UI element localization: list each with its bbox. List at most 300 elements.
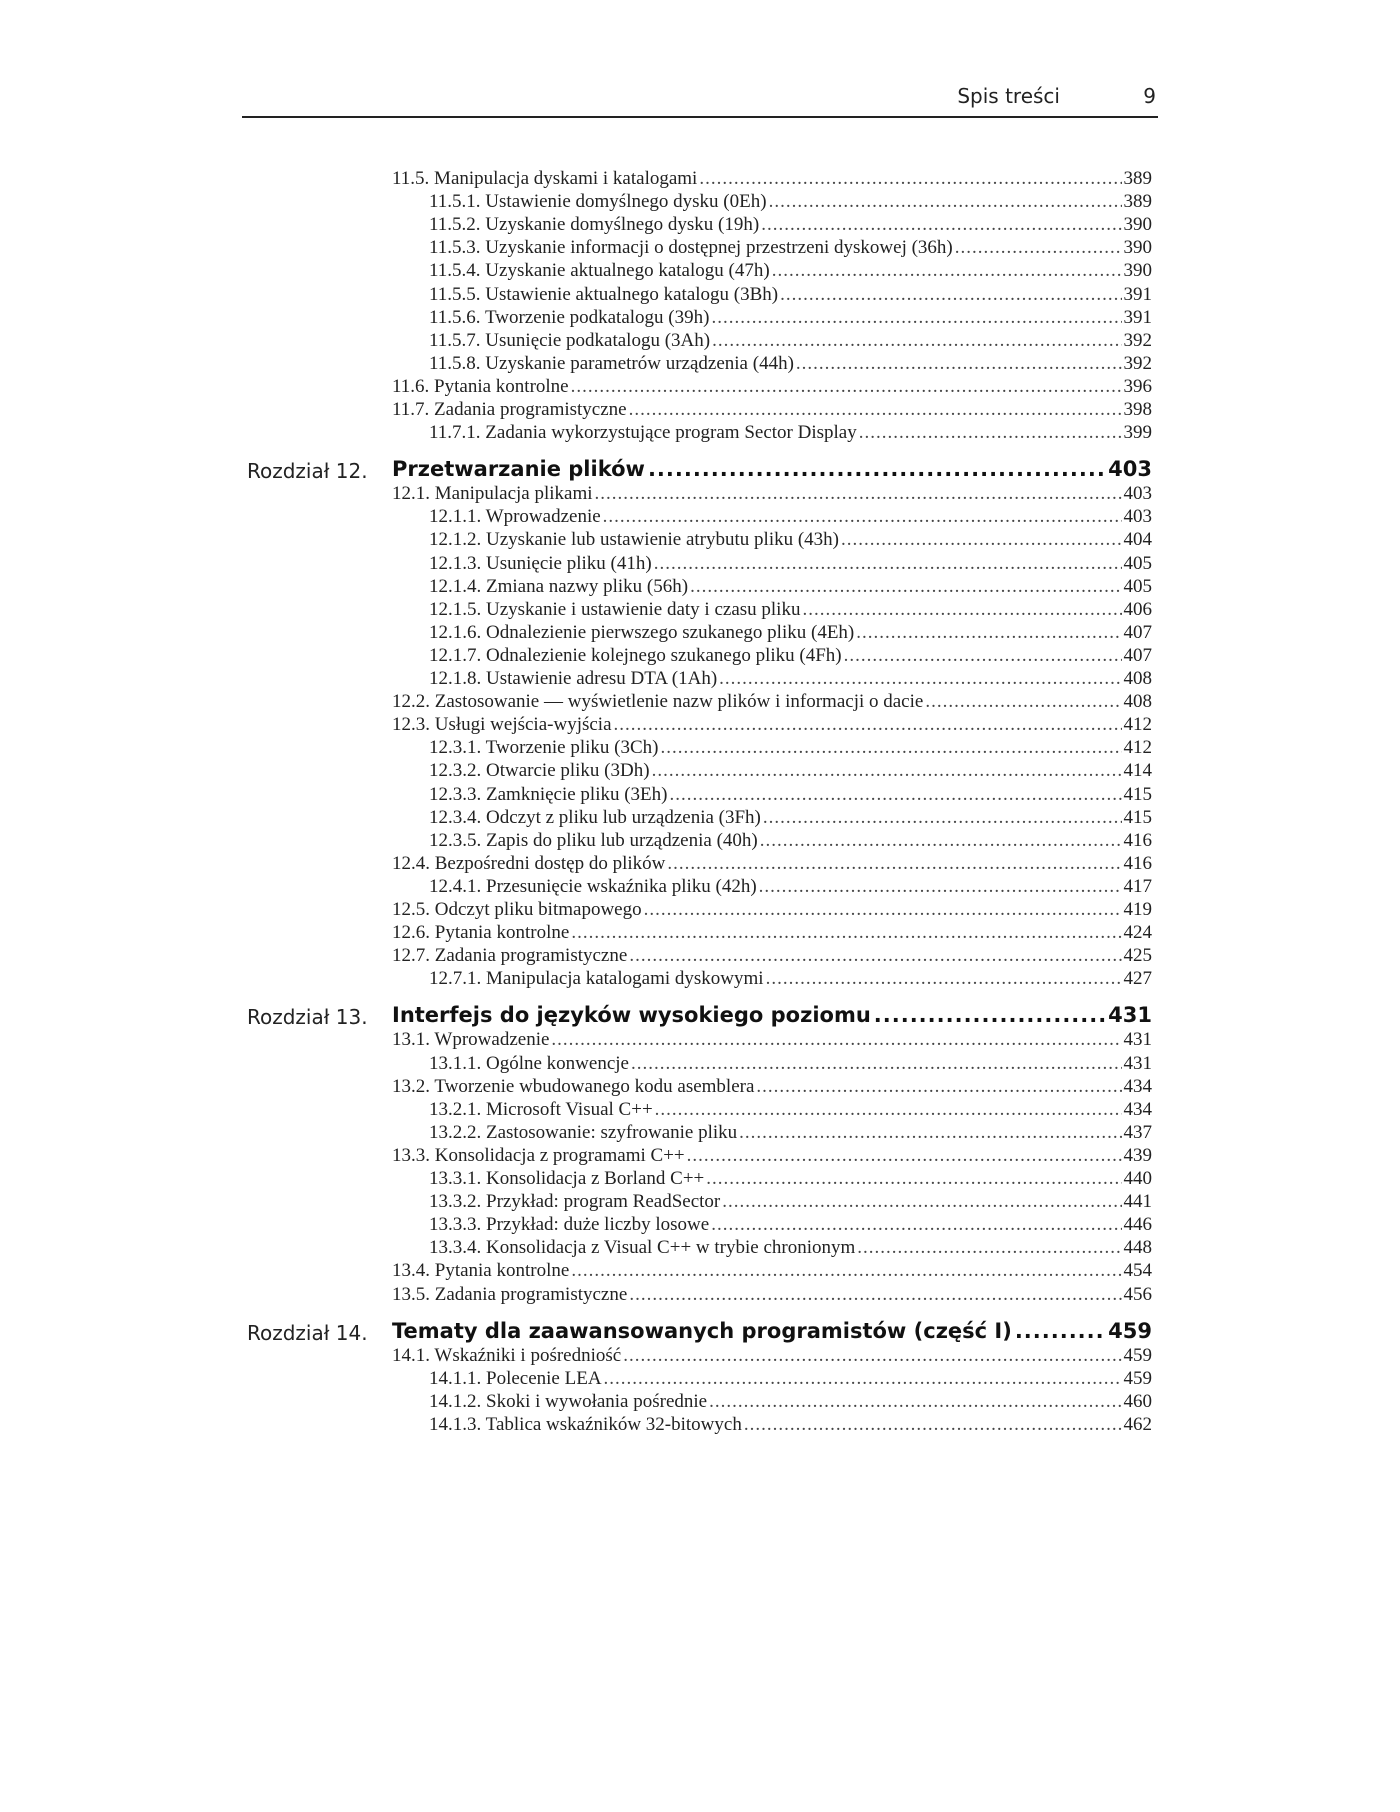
toc-entry-page: 412	[1123, 737, 1152, 759]
toc-entry-text: Konsolidacja z programami C++	[434, 1144, 685, 1166]
dot-leader	[687, 1145, 1122, 1167]
toc-entry-title	[429, 307, 709, 329]
toc-entry-page: 424	[1123, 922, 1152, 944]
toc-entry	[429, 330, 1152, 353]
toc-entry-title	[429, 553, 652, 575]
toc-entry-title	[392, 1284, 627, 1306]
toc-entry-page: 391	[1123, 283, 1152, 305]
toc-entry-page: 403	[1123, 506, 1152, 528]
toc-entry-text: Tablica wskaźników 32-bitowych	[485, 1413, 742, 1435]
toc-entry-page: 391	[1123, 306, 1152, 328]
toc-entry-number: 12.5.	[392, 899, 430, 920]
toc-entry	[429, 307, 1152, 330]
toc-entry-page: 398	[1123, 399, 1152, 420]
toc-entry	[429, 1168, 1152, 1191]
toc-entry-text: Polecenie LEA	[486, 1367, 602, 1389]
toc-entry-text: Usługi wejścia-wyjścia	[434, 714, 612, 736]
dot-leader	[614, 714, 1122, 736]
toc-entry-number: 12.3.2.	[429, 760, 482, 782]
toc-entry-page: 405	[1123, 552, 1152, 574]
toc-entry-title	[429, 1168, 704, 1190]
dot-leader	[744, 1414, 1122, 1436]
dot-leader	[571, 376, 1122, 398]
dot-leader	[629, 399, 1122, 421]
toc-entry-number: 14.1.1.	[429, 1367, 482, 1389]
toc-entry-title	[429, 968, 764, 990]
toc-entry-text: Pytania kontrolne	[434, 375, 569, 397]
toc-entry-page: 403	[1123, 483, 1152, 505]
dot-leader	[772, 260, 1122, 282]
dot-leader	[780, 284, 1121, 306]
dot-leader	[756, 1076, 1121, 1098]
toc-entry	[429, 968, 1152, 991]
toc-entry-number: 12.3.	[392, 714, 430, 736]
toc-entry-number: 13.3.2.	[429, 1191, 482, 1213]
toc-entry-page: 419	[1123, 899, 1152, 920]
toc-entry-page: 456	[1123, 1283, 1152, 1305]
toc-entry-title	[392, 1076, 754, 1098]
toc-entry-number: 12.1.7.	[429, 644, 482, 666]
chapter-label: Rozdział 14.	[247, 1320, 368, 1345]
toc-entry-number: 11.5.1.	[429, 191, 481, 213]
chapter-page: 459	[1108, 1318, 1152, 1343]
toc-entry-number: 12.3.4.	[429, 806, 482, 828]
toc-entry-page: 462	[1123, 1413, 1152, 1435]
toc-entry-number: 11.5.7.	[429, 329, 481, 351]
dot-leader	[856, 622, 1121, 644]
toc-entry	[429, 599, 1152, 622]
toc-entry-text: Uzyskanie informacji o dostępnej przestrzeni dyskowej (36h)	[485, 237, 953, 259]
toc-entry-number: 13.3.4.	[429, 1237, 482, 1259]
toc-entry-title	[429, 645, 842, 667]
toc-entry-page: 459	[1123, 1344, 1152, 1366]
toc-entry-page: 396	[1123, 375, 1152, 397]
toc-entry	[392, 945, 1152, 968]
dot-leader	[595, 483, 1122, 505]
dot-leader	[571, 922, 1121, 944]
toc-entry-number: 12.1.6.	[429, 621, 482, 643]
toc-entry-number: 12.3.1.	[429, 737, 482, 759]
toc-entry-text: Wskaźniki i pośredniość	[434, 1344, 622, 1366]
toc-entry-page: 434	[1123, 1075, 1152, 1097]
toc-entry-page: 390	[1123, 237, 1152, 259]
toc-entry-page: 408	[1123, 668, 1152, 689]
toc-entry-text: Uzyskanie domyślnego dysku (19h)	[485, 214, 760, 236]
toc-entry	[392, 1260, 1152, 1283]
toc-entry-title	[392, 168, 697, 190]
toc-entry-page: 454	[1123, 1260, 1152, 1282]
toc-entry	[429, 668, 1152, 691]
toc-entry-text: Pytania kontrolne	[434, 1260, 570, 1282]
dot-leader	[925, 691, 1121, 713]
toc-entry-text: Usunięcie podkatalogu (3Ah)	[485, 329, 711, 351]
toc-entry-text: Uzyskanie lub ustawienie atrybutu pliku (43h)	[486, 529, 840, 551]
dot-leader	[571, 1260, 1121, 1282]
toc-entry-page: 448	[1123, 1237, 1152, 1259]
toc-entry-title	[429, 1391, 707, 1413]
toc-entry	[392, 899, 1152, 922]
toc-entry	[429, 645, 1152, 668]
toc-entry-number: 14.1.	[392, 1344, 430, 1366]
toc-entry-title	[392, 1029, 549, 1051]
toc-entry-page: 405	[1123, 575, 1152, 597]
dot-leader	[604, 1368, 1122, 1390]
toc-entry	[429, 1214, 1152, 1237]
toc-entry-title	[429, 807, 761, 829]
toc-entry-title	[429, 284, 778, 306]
toc-entry-text: Tworzenie pliku (3Ch)	[485, 737, 659, 759]
toc-entry-number: 14.1.2.	[429, 1390, 482, 1412]
toc-entry-number: 11.5.3.	[429, 237, 481, 259]
chapter-label: Rozdział 13.	[247, 1005, 368, 1030]
toc-entry-number: 11.5.4.	[429, 260, 481, 282]
toc-entry-title	[392, 945, 627, 967]
toc-entry	[429, 284, 1152, 307]
toc-entry-page: 434	[1123, 1098, 1152, 1120]
toc-entry-number: 13.3.1.	[429, 1168, 482, 1189]
toc-entry-title	[429, 876, 757, 898]
toc-entry-text: Odczyt z pliku lub urządzenia (3Fh)	[486, 806, 761, 828]
toc-entry-text: Przesunięcie wskaźnika pliku (42h)	[486, 875, 757, 897]
toc-entry-text: Zadania programistyczne	[434, 945, 628, 967]
toc-entry-number: 12.1.	[392, 483, 430, 505]
dot-leader	[699, 168, 1121, 190]
toc-entry	[392, 376, 1152, 399]
toc-entry-number: 11.5.5.	[429, 283, 481, 305]
toc-entry-number: 12.6.	[392, 922, 430, 944]
toc-entry	[392, 399, 1152, 422]
chapter-label: Rozdział 12.	[247, 459, 368, 484]
toc-entry-number: 13.1.1.	[429, 1052, 482, 1074]
dot-leader	[763, 807, 1122, 829]
toc-entry-text: Zadania programistyczne	[434, 399, 627, 420]
dot-leader	[712, 330, 1121, 352]
toc-entry	[429, 784, 1152, 807]
toc-entry-page: 390	[1123, 260, 1152, 282]
toc-entry-title	[429, 760, 650, 782]
toc-entry	[392, 1145, 1152, 1168]
toc-entry-text: Pytania kontrolne	[434, 922, 570, 944]
dot-leader	[711, 307, 1121, 329]
toc-entry-number: 13.3.3.	[429, 1214, 482, 1236]
toc-entry-title	[429, 599, 800, 621]
dot-leader	[1015, 1319, 1105, 1343]
toc-entry-text: Odnalezienie kolejnego szukanego pliku (4Fh)	[486, 644, 842, 666]
toc-entry-title	[429, 1214, 709, 1236]
toc-entry-page: 437	[1123, 1121, 1152, 1143]
toc-entry	[429, 1414, 1152, 1437]
toc-entry-page: 392	[1123, 352, 1152, 374]
toc-entry-title	[429, 1053, 629, 1075]
toc-entry-page: 414	[1123, 760, 1152, 782]
toc-entry-text: Odczyt pliku bitmapowego	[434, 899, 642, 920]
dot-leader	[711, 1214, 1121, 1236]
toc-entry-title	[429, 330, 710, 352]
toc-entry-text: Przykład: duże liczby losowe	[486, 1214, 710, 1236]
toc-entry-page: 427	[1123, 968, 1152, 990]
toc-entry-page: 446	[1123, 1214, 1152, 1236]
toc-entry-number: 12.7.1.	[429, 968, 482, 990]
toc-entry-page: 406	[1123, 598, 1152, 620]
dot-leader	[859, 422, 1122, 444]
dot-leader	[648, 457, 1105, 481]
toc-entry-text: Tworzenie wbudowanego kodu asemblera	[434, 1075, 755, 1097]
dot-leader	[709, 1391, 1121, 1413]
toc-entry	[429, 737, 1152, 760]
toc-entry-title	[392, 922, 569, 944]
toc-entry-text: Manipulacja katalogami dyskowymi	[486, 968, 764, 990]
toc-entry-number: 13.5.	[392, 1283, 430, 1305]
toc-entry-title	[392, 1260, 569, 1282]
toc-entry-title	[429, 1368, 602, 1390]
dot-leader	[670, 784, 1122, 806]
toc-entry	[392, 1345, 1152, 1368]
toc-entry-number: 11.6.	[392, 375, 430, 397]
toc-entry-number: 12.2.	[392, 691, 430, 713]
dot-leader	[655, 1099, 1122, 1121]
toc-entry-text: Tworzenie podkatalogu (39h)	[484, 306, 710, 328]
toc-entry-text: Ogólne konwencje	[486, 1052, 629, 1074]
dot-leader	[874, 1003, 1105, 1027]
toc-entry-text: Manipulacja plikami	[434, 483, 593, 505]
toc-entry-number: 14.1.3.	[429, 1413, 482, 1435]
dot-leader	[796, 353, 1122, 375]
dot-leader	[761, 214, 1121, 236]
toc-entry-text: Zadania programistyczne	[434, 1283, 628, 1305]
toc-entry-number: 12.1.5.	[429, 598, 482, 620]
dot-leader	[629, 1284, 1121, 1306]
toc-entry-text: Skoki i wywołania pośrednie	[486, 1390, 708, 1412]
toc-entry-text: Odnalezienie pierwszego szukanego pliku (4Eh)	[486, 621, 855, 643]
toc-entry	[392, 168, 1152, 191]
toc-entry-page: 415	[1123, 783, 1152, 805]
toc-entry-number: 11.5.6.	[429, 306, 481, 328]
toc-entry-title	[429, 830, 758, 852]
toc-entry-page: 431	[1123, 1029, 1152, 1051]
toc-entry	[429, 622, 1152, 645]
toc-entry-title	[392, 1345, 621, 1367]
toc-entry-title	[429, 191, 767, 213]
dot-leader	[766, 968, 1122, 990]
toc-entry-text: Microsoft Visual C++	[486, 1098, 653, 1120]
toc-entry-number: 12.1.3.	[429, 552, 482, 574]
toc-entry-page: 404	[1123, 529, 1152, 551]
toc-entry-text: Zamknięcie pliku (3Eh)	[486, 783, 668, 805]
chapter-page: 403	[1108, 457, 1152, 482]
toc-entry-number: 12.1.8.	[429, 668, 482, 689]
header-title: Spis treści	[957, 84, 1060, 108]
toc-entry-title	[392, 691, 923, 713]
dot-leader	[644, 899, 1122, 921]
toc-entry-title	[392, 853, 665, 875]
toc-entry-title	[429, 1237, 855, 1259]
toc-entry-page: 431	[1123, 1052, 1152, 1074]
toc-entry	[392, 853, 1152, 876]
toc-entry-title	[392, 483, 593, 505]
toc-entry-title	[429, 668, 717, 690]
toc-entry-text: Otwarcie pliku (3Dh)	[486, 760, 650, 782]
toc-entry-title	[429, 422, 857, 444]
toc-entry	[429, 830, 1152, 853]
toc-entry	[429, 529, 1152, 552]
toc-entry-text: Manipulacja dyskami i katalogami	[434, 168, 698, 189]
toc-entry-number: 12.7.	[392, 945, 430, 967]
toc-entry	[429, 1191, 1152, 1214]
toc-entry-page: 390	[1123, 214, 1152, 236]
toc-entry-text: Ustawienie aktualnego katalogu (3Bh)	[485, 283, 779, 305]
toc-entry-title	[392, 399, 627, 421]
toc-entry-title	[392, 376, 569, 398]
toc-entry-title	[429, 622, 854, 644]
toc-entry-number: 12.3.5.	[429, 829, 482, 851]
toc-entry-text: Zastosowanie — wyświetlenie nazw plików i informacji o dacie	[434, 691, 924, 713]
toc-entry-number: 11.7.	[392, 399, 430, 420]
dot-leader	[722, 1191, 1121, 1213]
toc-entry-page: 408	[1123, 691, 1152, 713]
toc-entry-number: 13.2.1.	[429, 1098, 482, 1120]
dot-leader	[769, 191, 1122, 213]
dot-leader	[631, 1053, 1122, 1075]
dot-leader	[660, 737, 1121, 759]
toc-entry-number: 11.5.2.	[429, 214, 481, 236]
toc-entry-page: 417	[1123, 875, 1152, 897]
dot-leader	[760, 830, 1122, 852]
toc-entry-page: 440	[1123, 1168, 1152, 1189]
toc-entry-number: 12.4.1.	[429, 875, 482, 897]
dot-leader	[629, 945, 1121, 967]
toc-entry-number: 13.3.	[392, 1144, 430, 1166]
toc-entry-number: 13.2.2.	[429, 1121, 482, 1143]
toc-entry-title	[429, 353, 794, 375]
dot-leader	[857, 1237, 1121, 1259]
toc-entry-number: 13.4.	[392, 1260, 430, 1282]
toc-entry-title	[429, 1122, 737, 1144]
toc-entry-title	[429, 260, 770, 282]
header-page-number: 9	[1143, 84, 1156, 108]
toc-entry	[429, 237, 1152, 260]
toc-entry-title	[392, 1145, 685, 1167]
toc-entry-page: 439	[1123, 1144, 1152, 1166]
toc-entry-number: 12.1.4.	[429, 575, 482, 597]
toc-entry	[429, 191, 1152, 214]
toc-entry-text: Zapis do pliku lub urządzenia (40h)	[486, 829, 758, 851]
toc-entry	[429, 1368, 1152, 1391]
toc-entry-number: 12.1.1.	[429, 506, 482, 528]
toc-entry-text: Zadania wykorzystujące program Sector Display	[485, 422, 857, 444]
toc-entry-page: 460	[1123, 1390, 1152, 1412]
toc-entry	[429, 876, 1152, 899]
toc-entry-title	[429, 737, 658, 759]
toc-entry	[429, 353, 1152, 376]
toc-entry-page: 407	[1123, 644, 1152, 666]
toc-entry	[392, 483, 1152, 506]
toc-entry-text: Uzyskanie i ustawienie daty i czasu pliku	[486, 598, 801, 620]
toc-entry-number: 12.3.3.	[429, 783, 482, 805]
toc-entry	[429, 214, 1152, 237]
chapter-title: Interfejs do języków wysokiego poziomu	[392, 1003, 871, 1028]
toc-entry	[392, 691, 1152, 714]
toc-entry	[392, 714, 1152, 737]
toc-entry	[429, 807, 1152, 830]
toc-entry-text: Zmiana nazwy pliku (56h)	[486, 575, 689, 597]
toc-entry	[429, 1099, 1152, 1122]
toc-entry-number: 11.5.	[392, 168, 430, 189]
toc-entry-page: 416	[1123, 829, 1152, 851]
toc-entry-title	[392, 899, 642, 921]
toc-entry-number: 13.1.	[392, 1029, 430, 1051]
chapter-page: 431	[1108, 1003, 1152, 1028]
toc-entry-text: Ustawienie adresu DTA (1Ah)	[486, 668, 718, 689]
toc-entry-text: Uzyskanie parametrów urządzenia (44h)	[485, 352, 794, 374]
dot-leader	[802, 599, 1121, 621]
toc-entry-title	[429, 784, 668, 806]
toc-entry	[429, 1053, 1152, 1076]
toc-entry-page: 399	[1123, 422, 1152, 444]
dot-leader	[841, 529, 1121, 551]
toc-entry	[429, 506, 1152, 529]
dot-leader	[551, 1029, 1121, 1051]
toc-entry	[392, 1284, 1152, 1307]
toc-entry-page: 416	[1123, 852, 1152, 874]
toc-entry	[429, 576, 1152, 599]
chapter-title: Tematy dla zaawansowanych programistów (część I)	[392, 1318, 1012, 1343]
toc-entry-text: Usunięcie pliku (41h)	[486, 552, 652, 574]
toc-entry-page: 412	[1123, 714, 1152, 736]
dot-leader	[719, 668, 1121, 690]
toc-entry-title	[429, 506, 601, 528]
toc-entry-text: Konsolidacja z Borland C++	[486, 1168, 705, 1189]
toc-entry-text: Wprowadzenie	[434, 1029, 550, 1051]
toc-entry-page: 441	[1123, 1191, 1152, 1213]
toc-entry-page: 415	[1123, 806, 1152, 828]
toc-entry-page: 407	[1123, 621, 1152, 643]
toc-entry	[429, 760, 1152, 783]
toc-entry-number: 13.2.	[392, 1075, 430, 1097]
running-header	[242, 82, 1158, 118]
dot-leader	[667, 853, 1121, 875]
toc-entry-text: Konsolidacja z Visual C++ w trybie chronionym	[486, 1237, 856, 1259]
toc-entry-title	[429, 237, 953, 259]
toc-entry-title	[392, 714, 612, 736]
toc-entry-text: Przykład: program ReadSector	[486, 1191, 721, 1213]
toc-entry-title	[429, 1099, 653, 1121]
toc-entry-title	[429, 214, 759, 236]
toc-entry-page: 389	[1123, 168, 1152, 189]
toc-entry-text: Uzyskanie aktualnego katalogu (47h)	[485, 260, 770, 282]
toc-entry-number: 12.1.2.	[429, 529, 482, 551]
toc-entry-title	[429, 1414, 742, 1436]
dot-leader	[706, 1168, 1121, 1190]
dot-leader	[739, 1122, 1121, 1144]
toc-entry	[429, 1391, 1152, 1414]
toc-entry	[392, 1076, 1152, 1099]
toc-entry-number: 12.4.	[392, 852, 430, 874]
toc-entry	[429, 422, 1152, 445]
dot-leader	[603, 506, 1122, 528]
dot-leader	[690, 576, 1121, 598]
toc-entry-page: 425	[1123, 945, 1152, 967]
toc-entry-page: 392	[1123, 329, 1152, 351]
toc-entry-title	[429, 529, 839, 551]
dot-leader	[652, 760, 1122, 782]
dot-leader	[623, 1345, 1121, 1367]
toc-entry	[429, 1237, 1152, 1260]
toc-entry-number: 11.5.8.	[429, 352, 481, 374]
toc-entry-title	[429, 576, 688, 598]
chapter-title: Przetwarzanie plików	[392, 457, 645, 482]
toc-entry-text: Ustawienie domyślnego dysku (0Eh)	[485, 191, 767, 213]
dot-leader	[844, 645, 1122, 667]
